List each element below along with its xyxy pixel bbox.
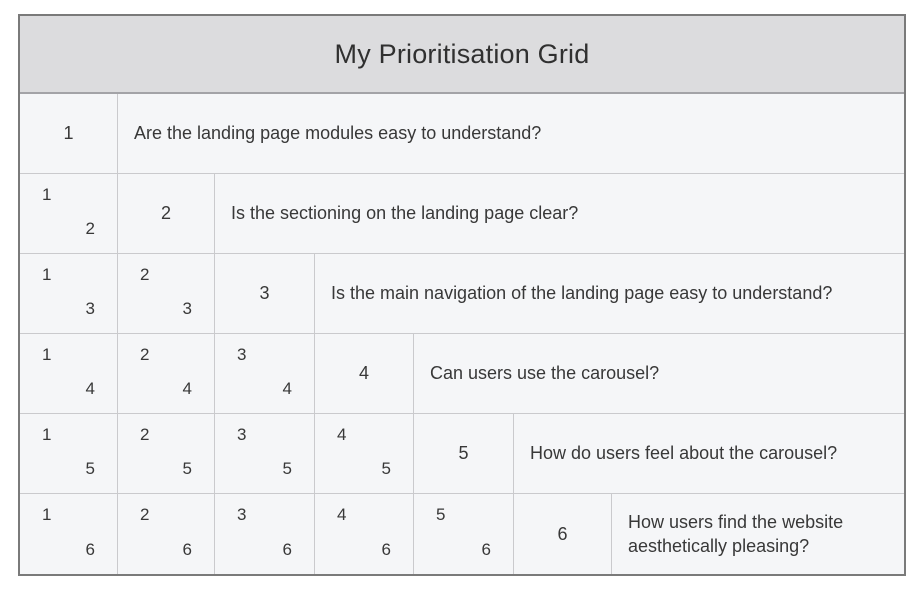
question-text: How users find the website aesthetically pleasing?	[628, 511, 844, 556]
grid-cell-pair-2-4	[118, 334, 215, 414]
pair-bottom-number: 5	[381, 459, 391, 478]
question-text: Are the landing page modules easy to understand?	[134, 123, 542, 144]
grid-cell-question-6	[612, 494, 904, 574]
grid-cell-question-3	[315, 254, 904, 334]
grid-cell-pair-2-3	[118, 254, 215, 334]
pair-top-number: 1	[42, 425, 52, 444]
grid-cell-number-2: 2	[118, 174, 215, 254]
pair-top-number: 2	[140, 345, 150, 364]
pair-bottom-number: 6	[282, 540, 292, 559]
grid-cell-number-6: 6	[514, 494, 612, 574]
pair-top-number: 3	[237, 345, 247, 364]
grid-cell-question-1	[118, 94, 904, 174]
pair-top-number: 1	[42, 265, 52, 284]
grid-cell-pair-1-6	[20, 494, 118, 574]
grid-cell-pair-4-6	[315, 494, 414, 574]
grid-title-bar	[20, 16, 904, 94]
question-text: How do users feel about the carousel?	[530, 443, 838, 464]
pair-bottom-number: 5	[85, 459, 95, 478]
grid-cell-pair-2-6	[118, 494, 215, 574]
question-text: Can users use the carousel?	[430, 363, 660, 384]
grid-cell-pair-1-5	[20, 414, 118, 494]
pair-bottom-number: 6	[85, 540, 95, 559]
grid-cell-pair-4-5	[315, 414, 414, 494]
pair-top-number: 1	[42, 505, 52, 524]
grid-cell-number-3: 3	[215, 254, 315, 334]
pair-top-number: 2	[140, 425, 150, 444]
grid-cell-number-4: 4	[315, 334, 414, 414]
grid-cell-question-2	[215, 174, 904, 254]
prioritisation-grid-table	[18, 14, 906, 576]
grid-cell-pair-1-4	[20, 334, 118, 414]
pair-top-number: 5	[436, 505, 446, 524]
pair-bottom-number: 6	[481, 540, 491, 559]
grid-cell-number-5: 5	[414, 414, 514, 494]
grid-cell-pair-5-6	[414, 494, 514, 574]
pair-top-number: 3	[237, 425, 247, 444]
pair-bottom-number: 4	[85, 379, 95, 398]
pair-bottom-number: 6	[381, 540, 391, 559]
pair-top-number: 4	[337, 505, 347, 524]
pair-bottom-number: 2	[85, 219, 95, 238]
grid-cell-pair-3-4	[215, 334, 315, 414]
question-text: Is the main navigation of the landing page easy to understand?	[331, 283, 833, 304]
grid-cell-pair-1-2	[20, 174, 118, 254]
grid-cell-number-1: 1	[20, 94, 118, 174]
pair-bottom-number: 5	[282, 459, 292, 478]
pair-bottom-number: 3	[182, 299, 192, 318]
question-text: Is the sectioning on the landing page clear?	[231, 203, 579, 224]
pair-top-number: 2	[140, 265, 150, 284]
grid-cell-pair-3-5	[215, 414, 315, 494]
pair-bottom-number: 3	[85, 299, 95, 318]
pair-top-number: 1	[42, 185, 52, 204]
pair-top-number: 2	[140, 505, 150, 524]
grid-title: My Prioritisation Grid	[334, 38, 590, 69]
pair-bottom-number: 6	[182, 540, 192, 559]
grid-cell-question-4	[414, 334, 904, 414]
pair-bottom-number: 5	[182, 459, 192, 478]
prioritisation-grid	[20, 94, 904, 574]
pair-top-number: 4	[337, 425, 347, 444]
pair-bottom-number: 4	[282, 379, 292, 398]
grid-cell-question-5	[514, 414, 904, 494]
grid-cell-pair-2-5	[118, 414, 215, 494]
grid-cell-pair-1-3	[20, 254, 118, 334]
pair-top-number: 3	[237, 505, 247, 524]
grid-cell-pair-3-6	[215, 494, 315, 574]
pair-top-number: 1	[42, 345, 52, 364]
pair-bottom-number: 4	[182, 379, 192, 398]
